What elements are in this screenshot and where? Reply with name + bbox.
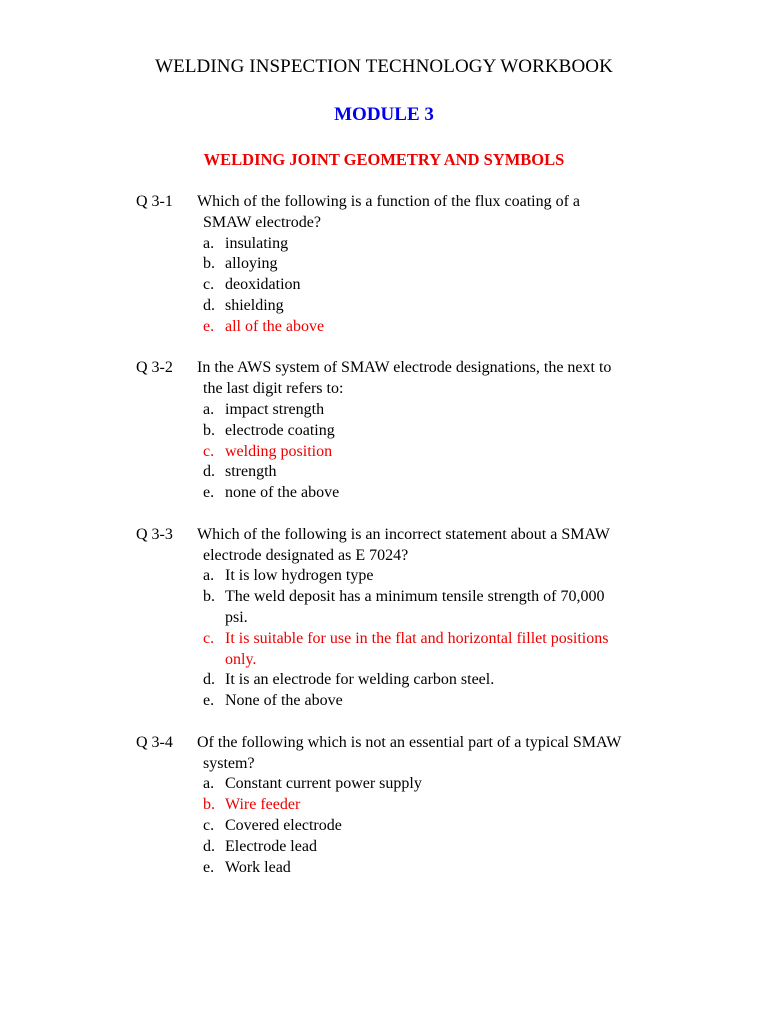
option-letter: e. bbox=[203, 317, 215, 335]
correct-answer-option bbox=[203, 317, 615, 338]
answer-option bbox=[203, 837, 615, 858]
option-letter: e. bbox=[203, 484, 215, 502]
option-letter: d. bbox=[203, 671, 215, 689]
option-letter: e. bbox=[203, 692, 215, 710]
question-block bbox=[136, 192, 636, 338]
question-number: Q 3-2 bbox=[136, 359, 173, 377]
answer-option bbox=[203, 691, 615, 712]
answer-option bbox=[203, 670, 615, 691]
option-text: strength bbox=[225, 463, 277, 481]
option-text: all of the above bbox=[225, 317, 325, 335]
option-text: Constant current power supply bbox=[225, 775, 422, 793]
option-text: It is suitable for use in the flat and horizontal fillet positions only. bbox=[225, 629, 609, 668]
question-block bbox=[136, 733, 636, 879]
answer-option bbox=[203, 400, 615, 421]
option-text: impact strength bbox=[225, 400, 325, 418]
answer-options bbox=[203, 774, 636, 878]
option-letter: c. bbox=[203, 276, 215, 294]
option-text: none of the above bbox=[225, 484, 340, 502]
answer-options bbox=[203, 234, 636, 338]
option-letter: b. bbox=[203, 588, 215, 606]
option-text: Wire feeder bbox=[225, 796, 301, 814]
option-letter: c. bbox=[203, 629, 215, 647]
option-letter: c. bbox=[203, 442, 215, 460]
answer-option bbox=[203, 816, 615, 837]
option-letter: a. bbox=[203, 234, 215, 252]
option-letter: b. bbox=[203, 255, 215, 273]
option-letter: c. bbox=[203, 816, 215, 834]
answer-option bbox=[203, 566, 615, 587]
option-text: Work lead bbox=[225, 858, 291, 876]
option-text: It is low hydrogen type bbox=[225, 567, 374, 585]
option-text: insulating bbox=[225, 234, 289, 252]
question-block bbox=[136, 525, 636, 712]
module-title: MODULE 3 bbox=[334, 104, 434, 125]
question-text: Of the following which is not an essential part of a typical SMAW system? bbox=[197, 733, 622, 772]
question-number: Q 3-1 bbox=[136, 193, 173, 210]
option-letter: a. bbox=[203, 567, 215, 585]
answer-options bbox=[203, 566, 636, 712]
option-letter: d. bbox=[203, 463, 215, 481]
answer-option bbox=[203, 483, 615, 504]
option-text: deoxidation bbox=[225, 276, 301, 294]
option-text: Electrode lead bbox=[225, 837, 317, 855]
option-letter: d. bbox=[203, 296, 215, 314]
answer-option bbox=[203, 275, 615, 296]
answer-option bbox=[203, 774, 615, 795]
option-text: alloying bbox=[225, 255, 278, 273]
option-text: The weld deposit has a minimum tensile strength of 70,000 psi. bbox=[225, 588, 605, 626]
option-text: It is an electrode for welding carbon steel. bbox=[225, 671, 495, 689]
option-text: None of the above bbox=[225, 692, 343, 710]
question-number: Q 3-3 bbox=[136, 525, 173, 543]
correct-answer-option bbox=[203, 795, 615, 816]
answer-option bbox=[203, 296, 615, 317]
option-text: electrode coating bbox=[225, 421, 335, 439]
option-letter: e. bbox=[203, 858, 215, 876]
answer-option bbox=[203, 421, 615, 442]
question-text: In the AWS system of SMAW electrode designations, the next to the last digit refers to: bbox=[197, 359, 612, 398]
question-text: Which of the following is a function of the flux coating of a SMAW electrode? bbox=[197, 193, 581, 231]
option-letter: a. bbox=[203, 400, 215, 418]
answer-options bbox=[203, 400, 636, 504]
answer-option bbox=[203, 462, 615, 483]
section-title: WELDING JOINT GEOMETRY AND SYMBOLS bbox=[203, 150, 565, 169]
option-text: welding position bbox=[225, 442, 333, 460]
option-letter: b. bbox=[203, 796, 215, 814]
option-letter: d. bbox=[203, 837, 215, 855]
option-text: Covered electrode bbox=[225, 816, 342, 834]
question-text: Which of the following is an incorrect statement about a SMAW electrode designated as E 7024? bbox=[197, 525, 610, 564]
correct-answer-option bbox=[203, 442, 615, 463]
page-title: WELDING INSPECTION TECHNOLOGY WORKBOOK bbox=[155, 56, 613, 77]
question-number: Q 3-4 bbox=[136, 733, 173, 751]
answer-option bbox=[203, 254, 615, 275]
answer-option bbox=[203, 858, 615, 879]
option-letter: a. bbox=[203, 775, 215, 793]
correct-answer-option bbox=[203, 629, 615, 671]
answer-option bbox=[203, 234, 615, 255]
question-list bbox=[136, 192, 636, 899]
answer-option bbox=[203, 587, 615, 629]
option-letter: b. bbox=[203, 421, 215, 439]
option-text: shielding bbox=[225, 296, 284, 314]
question-block bbox=[136, 358, 636, 504]
